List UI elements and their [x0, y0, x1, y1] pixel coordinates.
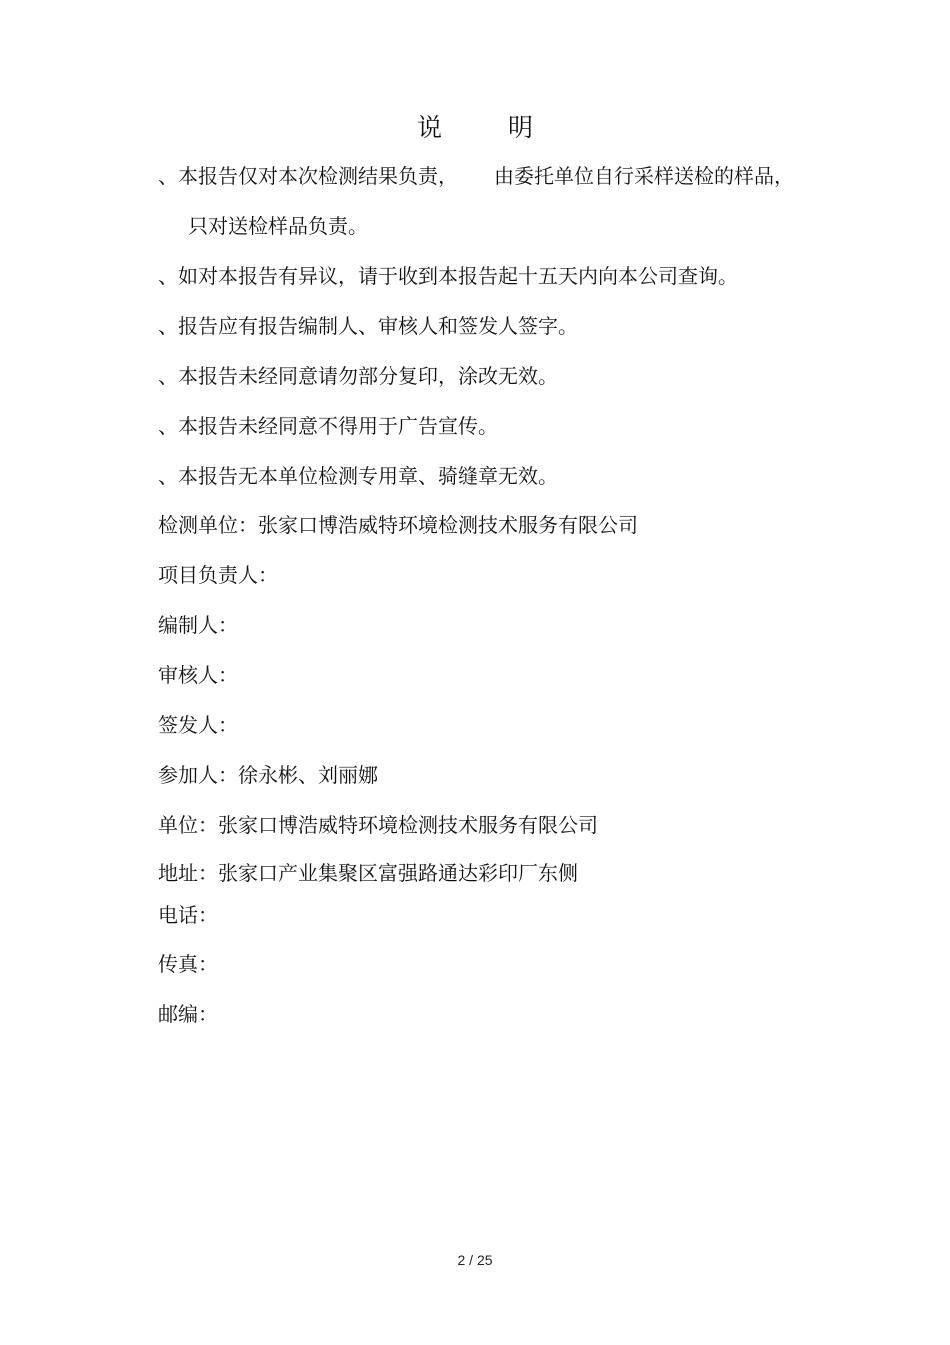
note-item-5: 、本报告未经同意不得用于广告宣传。 [158, 414, 498, 438]
address-value: 张家口产业集聚区富强路通达彩印厂东侧 [218, 861, 578, 885]
project-leader-label: 项目负责人： [158, 563, 278, 587]
note-item-1-part-1: 、本报告仅对本次检测结果负责， [158, 164, 458, 188]
note-item-1 [158, 163, 794, 189]
reviewer-row [158, 662, 238, 688]
page-title [0, 108, 950, 144]
phone-row [158, 902, 218, 928]
testing-unit-label: 检测单位： [158, 513, 258, 537]
note-item-6: 、本报告无本单位检测专用章、骑缝章无效。 [158, 464, 558, 488]
participants-label: 参加人： [158, 763, 238, 787]
unit-label: 单位： [158, 813, 218, 837]
project-leader-row [158, 562, 278, 588]
postcode-label: 邮编： [158, 1002, 218, 1026]
reviewer-label: 审核人： [158, 663, 238, 687]
note-item-1-part-2: 由委托单位自行采样送检的样品， [494, 164, 794, 188]
note-item-1-continuation: 只对送检样品负责。 [188, 214, 368, 238]
address-label: 地址： [158, 861, 218, 885]
page-number: 2 / 25 [457, 1252, 493, 1268]
note-item-2: 、如对本报告有异议，请于收到本报告起十五天内向本公司查询。 [158, 264, 738, 288]
note-item-4: 、本报告未经同意请勿部分复印，涂改无效。 [158, 364, 558, 388]
participants-value: 徐永彬、刘丽娜 [238, 763, 378, 787]
participants-row [158, 762, 378, 788]
postcode-row [158, 1001, 218, 1027]
fax-label: 传真： [158, 952, 218, 976]
address-row [158, 860, 578, 886]
phone-label: 电话： [158, 903, 218, 927]
testing-unit-row [158, 512, 638, 538]
compiler-label: 编制人： [158, 613, 238, 637]
issuer-label: 签发人： [158, 713, 238, 737]
note-item-3: 、报告应有报告编制人、审核人和签发人签字。 [158, 314, 578, 338]
title-char-2: 明 [508, 113, 534, 142]
issuer-row [158, 712, 238, 738]
unit-row [158, 812, 598, 838]
testing-unit-value: 张家口博浩威特环境检测技术服务有限公司 [258, 513, 638, 537]
unit-value: 张家口博浩威特环境检测技术服务有限公司 [218, 813, 598, 837]
title-char-1: 说 [416, 113, 442, 142]
compiler-row [158, 612, 238, 638]
fax-row [158, 951, 218, 977]
